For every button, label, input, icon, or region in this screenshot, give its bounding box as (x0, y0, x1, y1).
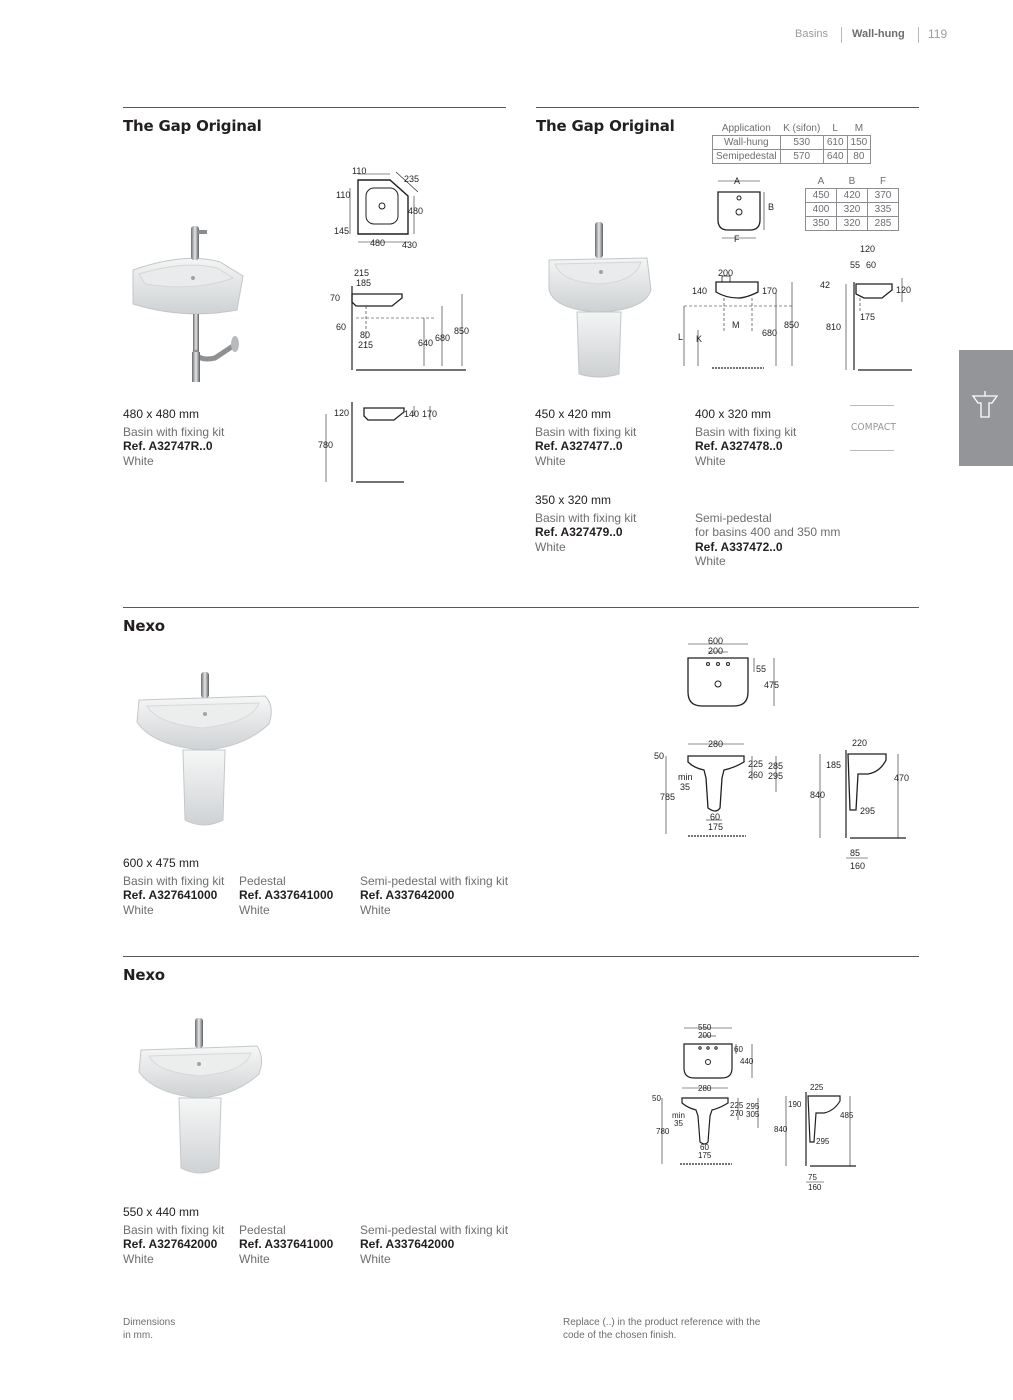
compact-basin-front-drawing (676, 262, 804, 374)
header-subsection: Wall-hung (852, 28, 905, 40)
product-ref: Ref. A337642000 (360, 888, 455, 902)
dim-label: 850 (784, 320, 800, 330)
dim-label: 295 (746, 1102, 760, 1111)
product-size: 400 x 320 mm (695, 407, 772, 421)
dim-label: 225 (748, 759, 764, 769)
product-size: 550 x 440 mm (123, 1205, 200, 1219)
dim-label: 110 (336, 190, 351, 200)
compact-basin-image (545, 218, 655, 383)
dim-label: M (732, 320, 740, 330)
header-section: Basins (795, 28, 829, 40)
dim-label: 175 (698, 1151, 712, 1160)
dim-label: 50 (654, 751, 665, 761)
section-rule (123, 607, 919, 608)
table-row (713, 136, 871, 150)
nexo-550-side-drawing (772, 1080, 862, 1194)
product-desc: Semi-pedestal (695, 511, 772, 525)
dim-label: 120 (896, 285, 912, 295)
footer-line: Replace (..) in the product reference with the (563, 1317, 761, 1328)
table-cell: Wall-hung (713, 136, 781, 150)
dim-label: 600 (708, 636, 724, 646)
dim-label: 260 (748, 770, 764, 780)
dim-label: 190 (788, 1100, 802, 1109)
table-cell: 400 (806, 203, 837, 217)
product-ref: Ref. A337641000 (239, 1237, 334, 1251)
dim-label: 215 (354, 268, 370, 278)
product-size: 450 x 420 mm (535, 407, 612, 421)
product-desc: Semi-pedestal with fixing kit (360, 874, 509, 888)
header-divider (918, 27, 919, 43)
dim-label: 305 (746, 1110, 760, 1119)
product-desc: Basin with fixing kit (695, 425, 797, 439)
table-cell: 320 (837, 217, 868, 231)
compact-badge: COMPACT (851, 422, 897, 433)
size-table (805, 175, 899, 231)
dim-label: 200 (698, 1031, 712, 1040)
product-finish: White (123, 903, 154, 917)
dim-label: 680 (435, 333, 451, 343)
product-ref: Ref. A32747R..0 (123, 439, 213, 453)
dim-label: 475 (764, 680, 780, 690)
nexo-600-plan-drawing (680, 632, 790, 714)
dim-label: 160 (808, 1183, 822, 1192)
nexo-600-basin-image (133, 670, 275, 832)
product-ref: Ref. A337642000 (360, 1237, 455, 1251)
table-row (713, 150, 871, 164)
dim-label: 480 (408, 206, 424, 216)
nexo-600-side-drawing (806, 734, 916, 874)
dim-label: 225 (730, 1101, 744, 1110)
dim-label: 80 (360, 330, 371, 340)
dim-label: 175 (708, 822, 724, 832)
product-ref: Ref. A327642000 (123, 1237, 218, 1251)
dim-label: 295 (768, 771, 784, 781)
dim-label: 270 (730, 1109, 744, 1118)
product-size: 350 x 320 mm (535, 493, 612, 507)
table-cell: 320 (837, 203, 868, 217)
dim-label: 140 (692, 286, 708, 296)
table-row (806, 203, 899, 217)
table-header: M (854, 123, 864, 134)
dim-label: L (678, 332, 684, 342)
product-desc: Pedestal (239, 1223, 286, 1237)
dim-label: 55 (756, 664, 767, 674)
product-desc: Basin with fixing kit (123, 874, 225, 888)
dim-label: 280 (708, 739, 724, 749)
table-cell: 610 (823, 136, 847, 150)
dim-label: 85 (850, 848, 861, 858)
dim-label: 60 (710, 812, 721, 822)
table-header: F (879, 176, 887, 187)
section-title: The Gap Original (123, 117, 262, 135)
corner-basin-install-drawing (316, 396, 446, 486)
product-ref: Ref. A327641000 (123, 888, 218, 902)
product-finish: White (695, 454, 726, 468)
table-cell: 285 (868, 217, 899, 231)
product-finish: White (535, 454, 566, 468)
product-desc: Basin with fixing kit (123, 1223, 225, 1237)
product-desc: for basins 400 and 350 mm (695, 525, 841, 539)
basin-outline-icon (959, 350, 1013, 466)
table-cell: Semipedestal (713, 150, 781, 164)
dim-label: 75 (808, 1173, 817, 1182)
dim-label: 480 (370, 238, 386, 248)
nexo-600-front-drawing (652, 734, 792, 844)
dim-label: 170 (422, 409, 438, 419)
dim-label: 60 (866, 260, 877, 270)
dim-label: F (734, 234, 740, 244)
dim-label: 60 (336, 322, 347, 332)
dim-label: 70 (330, 293, 341, 303)
side-tab (959, 350, 1013, 466)
table-cell: 350 (806, 217, 837, 231)
table-cell: 640 (823, 150, 847, 164)
dim-label: 785 (660, 792, 676, 802)
table-header: B (848, 176, 856, 187)
product-finish: White (360, 1252, 391, 1266)
table-header: Application (721, 123, 771, 134)
footer-line: in mm. (123, 1330, 153, 1341)
table-row (806, 189, 899, 203)
product-desc: Basin with fixing kit (123, 425, 225, 439)
section-title: The Gap Original (536, 117, 675, 135)
dim-label: 145 (334, 226, 350, 236)
dim-label: 840 (774, 1125, 788, 1134)
dim-label: 485 (840, 1111, 854, 1120)
dim-label: 430 (402, 240, 418, 250)
product-ref: Ref. A327477..0 (535, 439, 623, 453)
dim-label: B (768, 202, 775, 212)
table-cell: 80 (847, 150, 871, 164)
dim-label: 170 (762, 286, 778, 296)
dim-label: 235 (404, 174, 420, 184)
dim-label: 35 (680, 782, 691, 792)
header-divider (841, 27, 842, 43)
dim-label: 215 (358, 340, 374, 350)
table-header: A (817, 176, 825, 187)
table-cell: 150 (847, 136, 871, 150)
dim-label: 780 (656, 1127, 670, 1136)
dim-label: 225 (810, 1083, 824, 1092)
compact-basin-plan-drawing (708, 172, 788, 244)
dim-label: 295 (860, 806, 876, 816)
product-ref: Ref. A337641000 (239, 888, 334, 902)
product-desc: Pedestal (239, 874, 286, 888)
dim-label: 780 (318, 440, 334, 450)
nexo-550-basin-image (137, 1016, 267, 1178)
dim-label: 810 (826, 322, 842, 332)
dim-label: 35 (674, 1119, 683, 1128)
dim-label: 285 (768, 761, 784, 771)
product-finish: White (239, 903, 270, 917)
dim-label: 680 (762, 328, 778, 338)
section-rule (536, 107, 919, 108)
dim-label: 550 (698, 1023, 712, 1032)
table-header: L (832, 123, 838, 134)
table-row (806, 217, 899, 231)
table-cell: 370 (868, 189, 899, 203)
product-finish: White (535, 540, 566, 554)
dim-label: 840 (810, 790, 826, 800)
table-cell: 530 (780, 136, 823, 150)
product-size: 600 x 475 mm (123, 856, 200, 870)
nexo-550-plan-drawing (676, 1020, 766, 1086)
product-ref: Ref. A327478..0 (695, 439, 783, 453)
dim-label: 140 (404, 409, 420, 419)
table-cell: 570 (780, 150, 823, 164)
product-finish: White (360, 903, 391, 917)
footer-note-right (563, 1316, 760, 1342)
corner-basin-image (125, 222, 245, 387)
dim-label: 280 (698, 1084, 712, 1093)
section-rule (123, 956, 919, 957)
product-ref: Ref. A337472..0 (695, 540, 783, 554)
dim-label: 60 (734, 1045, 743, 1054)
dim-label: min (672, 1111, 685, 1120)
nexo-550-front-drawing (650, 1080, 770, 1170)
product-finish: White (239, 1252, 270, 1266)
section-title: Nexo (123, 617, 165, 635)
product-finish: White (695, 554, 726, 568)
product-desc: Basin with fixing kit (535, 511, 637, 525)
badge-rule (850, 405, 894, 406)
corner-basin-side-drawing (326, 266, 472, 374)
footer-line: Dimensions (123, 1317, 176, 1328)
product-finish: White (123, 454, 154, 468)
page-number: 119 (928, 27, 948, 41)
product-size: 480 x 480 mm (123, 407, 200, 421)
dim-label: 640 (418, 338, 434, 348)
footer-note-left (123, 1316, 175, 1342)
dim-label: 50 (652, 1094, 661, 1103)
dim-label: 440 (740, 1057, 754, 1066)
dim-label: 200 (708, 646, 724, 656)
table-cell: 420 (837, 189, 868, 203)
dim-label: 200 (718, 268, 734, 278)
dim-label: 175 (860, 312, 876, 322)
dim-label: 185 (826, 760, 842, 770)
product-ref: Ref. A327479..0 (535, 525, 623, 539)
dim-label: 295 (816, 1137, 830, 1146)
compact-basin-side-drawing (816, 240, 916, 374)
product-finish: White (123, 1252, 154, 1266)
dim-label: 850 (454, 326, 470, 336)
application-table (712, 122, 871, 164)
badge-rule (850, 450, 894, 451)
dim-label: 470 (894, 773, 910, 783)
dim-label: K (696, 334, 703, 344)
dim-label: 185 (356, 278, 372, 288)
dim-label: 120 (334, 408, 350, 418)
dim-label: 110 (352, 166, 367, 176)
corner-basin-plan-drawing (330, 162, 440, 252)
section-title: Nexo (123, 966, 165, 984)
product-desc: Basin with fixing kit (535, 425, 637, 439)
dim-label: 60 (700, 1143, 709, 1152)
dim-label: A (734, 176, 741, 186)
dim-label: 42 (820, 280, 831, 290)
dim-label: min (678, 772, 693, 782)
section-rule (123, 107, 506, 108)
dim-label: 160 (850, 861, 866, 871)
dim-label: 55 (850, 260, 861, 270)
dim-label: 220 (852, 738, 868, 748)
table-header: K (sifon) (783, 123, 821, 134)
table-cell: 335 (868, 203, 899, 217)
dim-label: 120 (860, 244, 876, 254)
footer-line: code of the chosen finish. (563, 1330, 677, 1341)
product-desc: Semi-pedestal with fixing kit (360, 1223, 509, 1237)
table-cell: 450 (806, 189, 837, 203)
